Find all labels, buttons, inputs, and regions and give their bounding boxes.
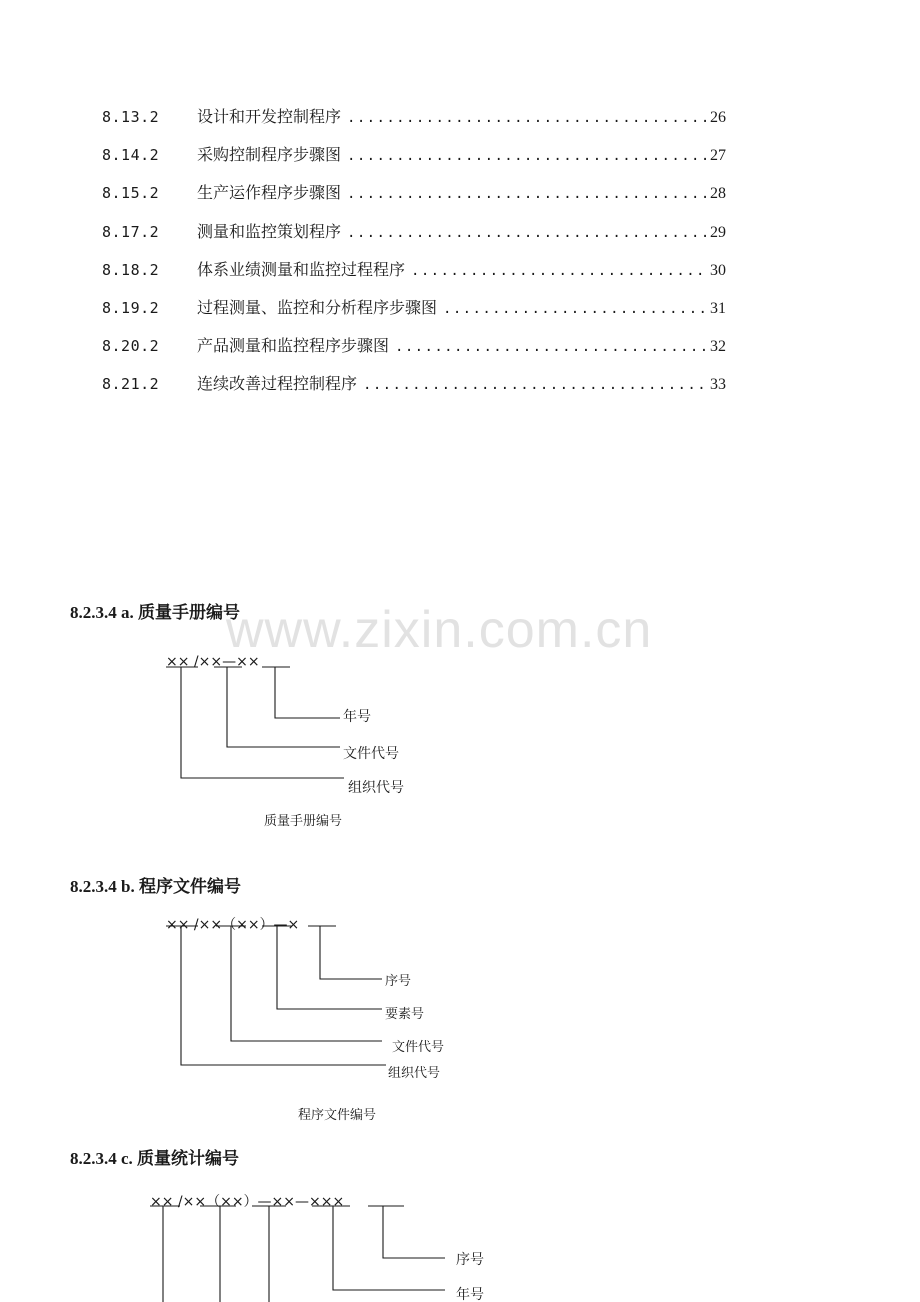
toc-entry[interactable]: [102, 219, 726, 257]
label-seq: 序号: [385, 974, 412, 989]
quality-manual-code-diagram: [0, 640, 920, 860]
connector-element: [277, 926, 382, 1009]
toc-entry-number: 8.20.2: [102, 337, 160, 356]
section-a-heading: 8.2.3.4 a. 质量手册编号: [70, 603, 240, 622]
section-b-heading: 8.2.3.4 b. 程序文件编号: [70, 877, 241, 896]
toc-entry[interactable]: [102, 371, 726, 409]
toc-entry-page: 28: [710, 185, 726, 203]
connector-year: [275, 667, 340, 718]
code-pattern: ×× /××（××）—××—×××: [150, 1194, 345, 1210]
label-doc-code: 文件代号: [392, 1040, 445, 1055]
toc-entry[interactable]: [102, 180, 726, 218]
label-seq: 序号: [456, 1252, 484, 1268]
toc-entry-number: 8.13.2: [102, 108, 160, 126]
toc-entry-title: 设计和开发控制程序: [197, 107, 342, 126]
toc-entry-number: 8.18.2: [102, 260, 160, 279]
connector-org: [181, 667, 344, 778]
toc-leader-dots: [395, 339, 708, 355]
toc-entry-title: 过程测量、监控和分析程序步骤图: [197, 297, 438, 317]
table-of-contents: [102, 104, 726, 410]
procedure-doc-code-diagram: [0, 905, 920, 1085]
toc-entry-page: 29: [710, 223, 726, 241]
section-c-heading: 8.2.3.4 c. 质量统计编号: [70, 1149, 240, 1168]
connector-doc: [231, 926, 382, 1041]
toc-entry-title: 连续改善过程控制程序: [197, 374, 358, 394]
toc-entry-number: 8.14.2: [102, 146, 160, 165]
toc-leader-dots: [347, 186, 708, 202]
toc-entry-page: 31: [710, 299, 726, 317]
toc-entry-title: 体系业绩测量和监控过程程序: [197, 259, 406, 279]
label-doc-code: 文件代号: [343, 746, 399, 762]
toc-entry[interactable]: [102, 104, 726, 142]
toc-entry-page: 26: [710, 109, 726, 126]
toc-leader-dots: [443, 301, 708, 317]
toc-leader-dots: [347, 148, 708, 164]
toc-entry-page: 33: [710, 376, 726, 394]
toc-entry-title: 产品测量和监控程序步骤图: [197, 336, 390, 356]
toc-entry[interactable]: [102, 333, 726, 371]
toc-entry-page: 32: [710, 338, 726, 356]
label-year: 年号: [343, 709, 371, 725]
toc-entry-number: 8.15.2: [102, 184, 160, 203]
code-pattern: ×× /××（××）—×: [166, 917, 300, 933]
toc-leader-dots: [363, 377, 708, 393]
label-element: 要素号: [385, 1007, 425, 1022]
toc-leader-dots: [347, 225, 708, 241]
quality-stat-code-diagram: [0, 1182, 920, 1302]
toc-entry[interactable]: [102, 257, 726, 295]
watermark-text: www.zixin.com.cn: [226, 601, 653, 659]
toc-entry-number: 8.19.2: [102, 298, 160, 317]
toc-entry-title: 生产运作程序步骤图: [197, 183, 342, 203]
toc-entry-page: 27: [710, 147, 726, 165]
label-year: 年号: [456, 1287, 484, 1302]
connector-year: [333, 1206, 445, 1290]
toc-entry-page: 30: [710, 261, 726, 279]
toc-leader-dots: [411, 263, 708, 279]
code-pattern: ×× /××—××: [166, 654, 260, 670]
label-org-code: 组织代号: [388, 1066, 441, 1081]
connector-seq: [383, 1206, 445, 1258]
toc-entry[interactable]: [102, 295, 726, 333]
toc-leader-dots: [347, 110, 708, 126]
section-a-caption: 质量手册编号: [264, 814, 343, 829]
connector-org: [181, 926, 386, 1065]
section-b-caption: 程序文件编号: [298, 1108, 377, 1123]
toc-entry-number: 8.21.2: [102, 375, 160, 394]
toc-entry-title: 测量和监控策划程序: [197, 221, 342, 241]
toc-entry-title: 采购控制程序步骤图: [197, 145, 342, 165]
connector-doc: [227, 667, 340, 747]
label-org-code: 组织代号: [348, 780, 404, 796]
toc-entry-number: 8.17.2: [102, 222, 160, 241]
connector-seq: [320, 926, 382, 979]
toc-entry[interactable]: [102, 142, 726, 180]
